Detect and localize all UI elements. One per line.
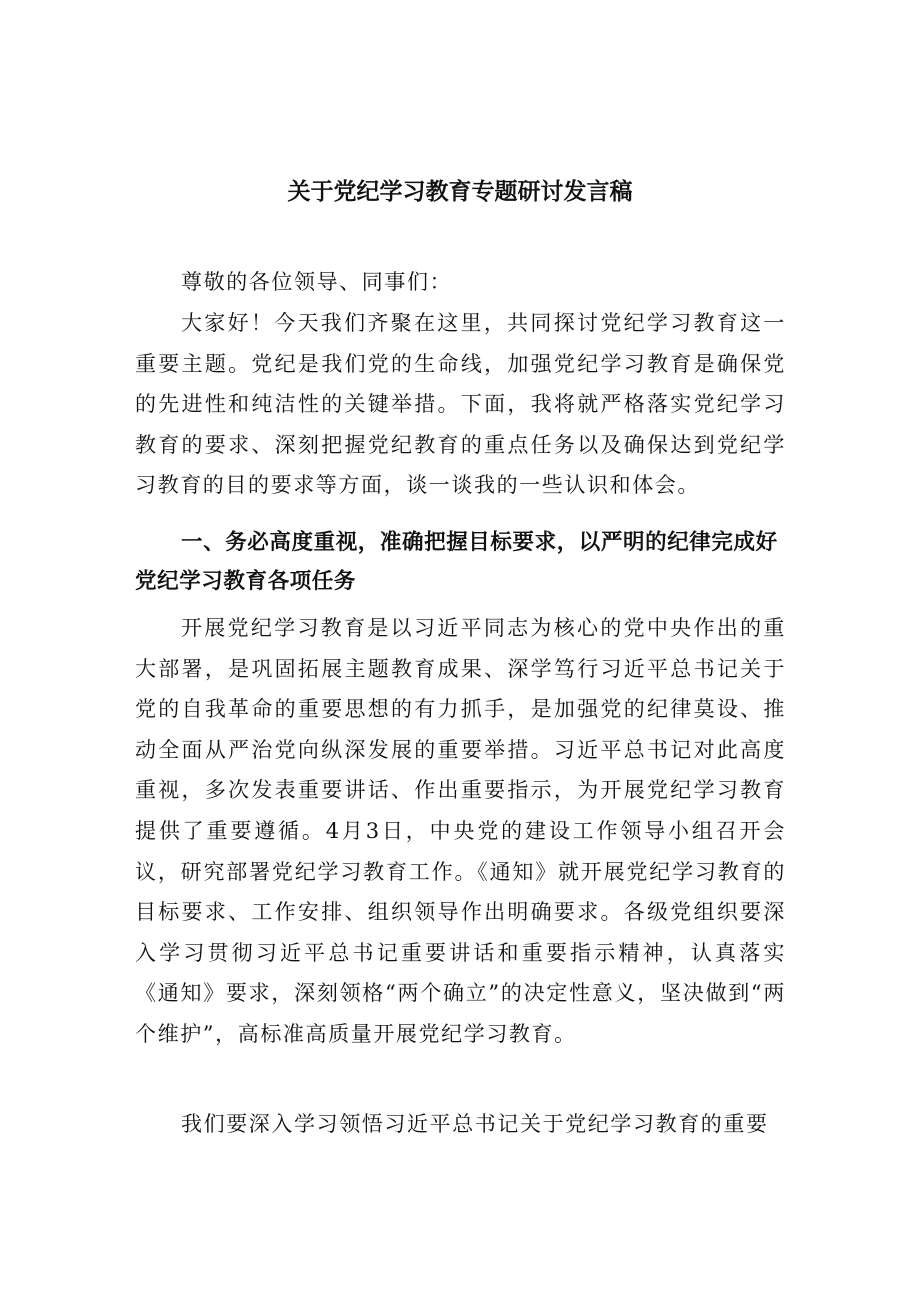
salutation: 尊敬的各位领导、同事们： — [181, 270, 453, 294]
document-title: 关于党纪学习教育专题研讨发言稿 — [287, 179, 633, 205]
section-heading-1: 一、务必高度重视，准确把握目标要求，以严明的纪律完成好党纪学习教育各项任务 — [135, 530, 778, 594]
section-1-paragraph: 开展党纪学习教育是以习近平同志为核心的党中央作出的重大部署，是巩固拓展主题教育成果、深学笃行习近平总书记关于党的自我革命的重要思想的有力抓手，是加强党的纪律莫设、推动全面从严治党向纵深发展的重要举措。习近平总书记对此高度重视，多次发表重要讲话、作出重要指示，为开展党纪学习教育提供了重要遵循。4月3日，中央党的建设工作领导小组召开会议，研究部署党纪学习教育工作。《通知》就开展党纪学习教育的目标要求、工作安排、组织领导作出明确要求。各级党组织要深入学习贯彻习近平总书记重要讲话和重要指示精神，认真落实《通知》要求，深刻领格“两个确立”的决定性意义，坚决做到“两个维护”，高标准高质量开展党纪学习教育。 — [135, 616, 786, 1046]
intro-paragraph: 大家好！今天我们齐聚在这里，共同探讨党纪学习教育这一重要主题。党纪是我们党的生命线，加强党纪学习教育是确保党的先进性和纯洁性的关键举措。下面，我将就严格落实党纪学习教育的要求、深刻把握党纪教育的重点任务以及确保达到党纪学习教育的目的要求等方面，谈一谈我的一些认识和体会。 — [135, 311, 786, 498]
section-1-paragraph-2: 我们要深入学习领悟习近平总书记关于党纪学习教育的重要 — [181, 1112, 769, 1136]
